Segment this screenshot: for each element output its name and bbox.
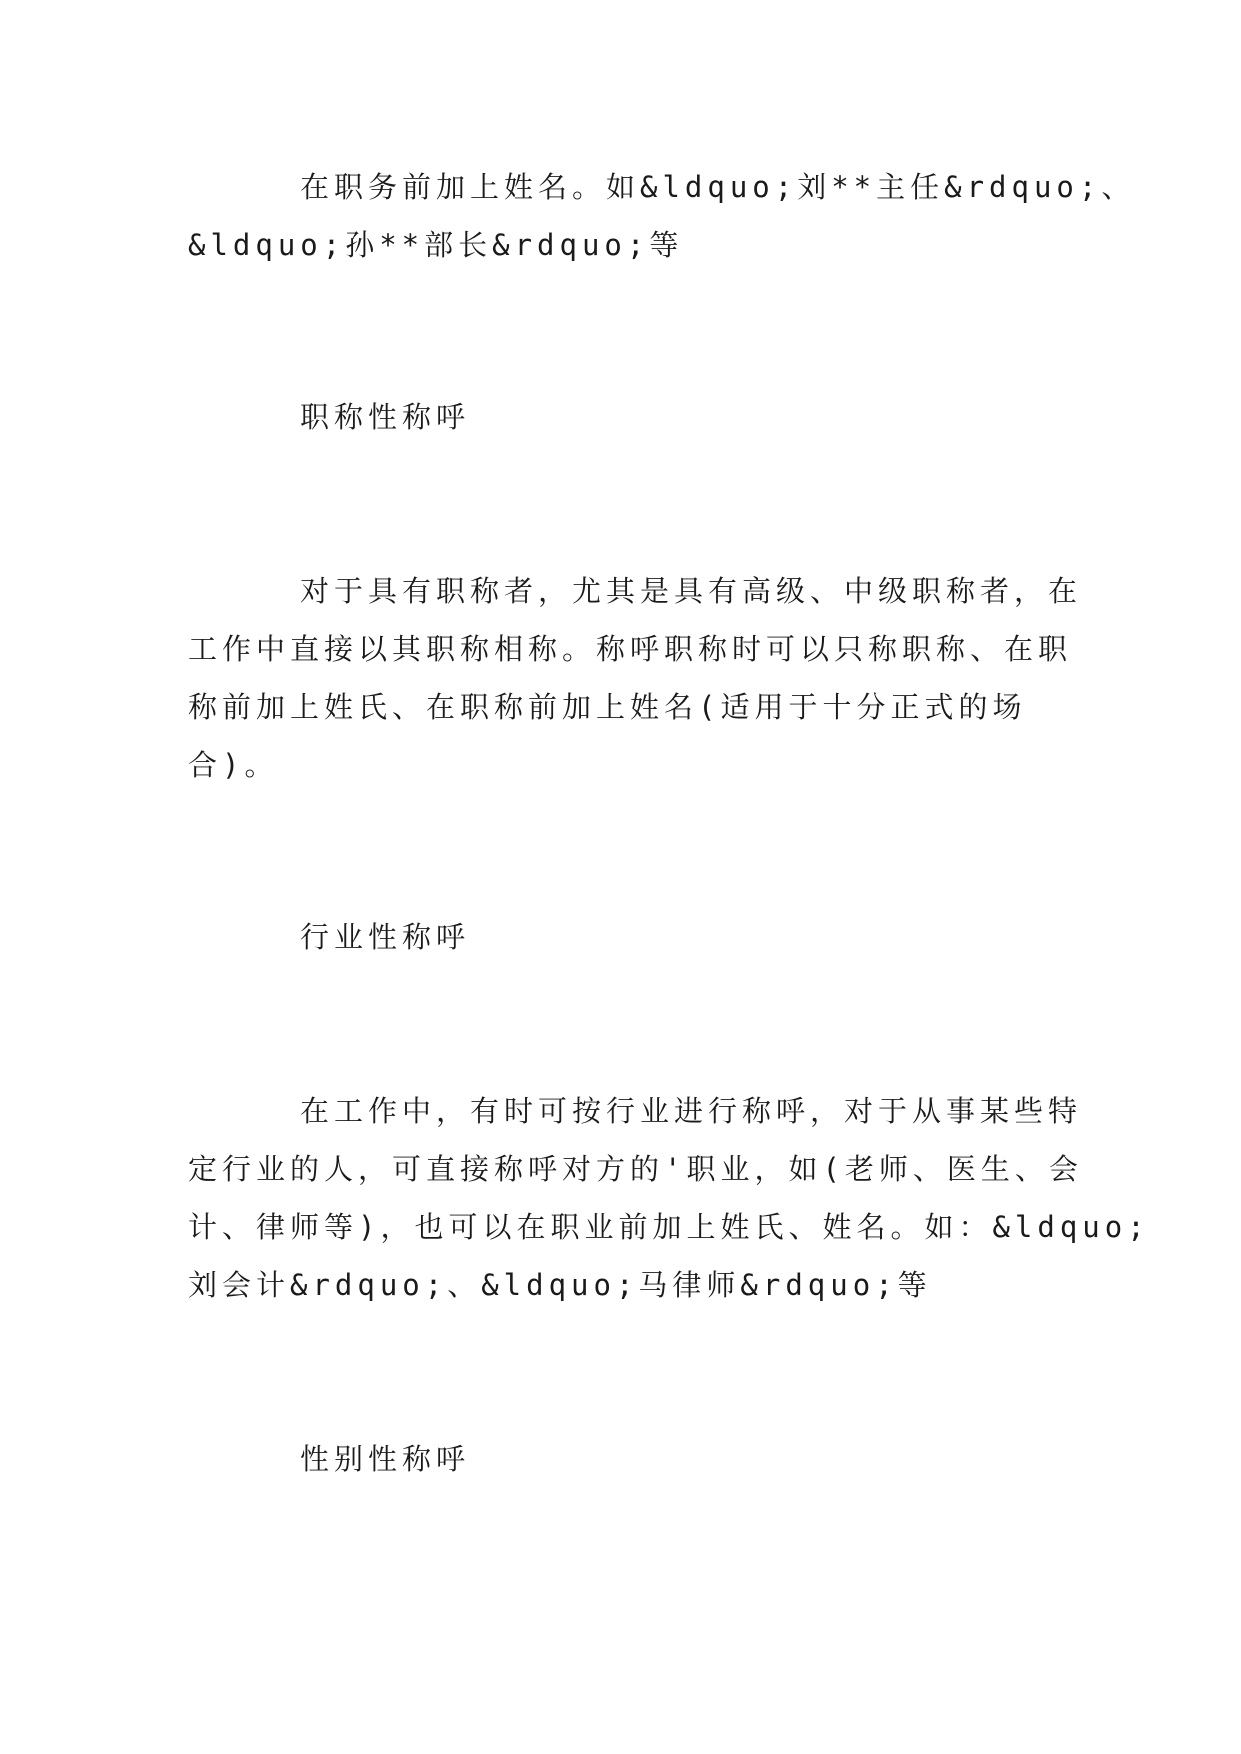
paragraph-line: 工作中直接以其职称相称。称呼职称时可以只称职称、在职	[188, 632, 1073, 666]
section-heading: 行业性称呼	[300, 920, 471, 954]
paragraph-line: 对于具有职称者，尤其是具有高级、中级职称者，在	[300, 574, 1083, 608]
paragraph-line: 计、律师等)，也可以在职业前加上姓氏、姓名。如：&ldquo;	[188, 1210, 1150, 1244]
paragraph-line: 合)。	[188, 748, 279, 782]
section-heading: 职称性称呼	[300, 400, 471, 434]
section-heading: 性别性称呼	[300, 1442, 471, 1476]
paragraph-line: &ldquo;孙**部长&rdquo;等	[188, 228, 684, 262]
paragraph-line: 称前加上姓氏、在职称前加上姓名(适用于十分正式的场	[188, 690, 1027, 724]
paragraph-line: 刘会计&rdquo;、&ldquo;马律师&rdquo;等	[188, 1268, 932, 1302]
paragraph-line: 在职务前加上姓名。如&ldquo;刘**主任&rdquo;、	[300, 170, 1136, 204]
paragraph-line: 在工作中，有时可按行业进行称呼，对于从事某些特	[300, 1094, 1083, 1128]
paragraph-line: 定行业的人，可直接称呼对方的'职业，如(老师、医生、会	[188, 1152, 1083, 1186]
